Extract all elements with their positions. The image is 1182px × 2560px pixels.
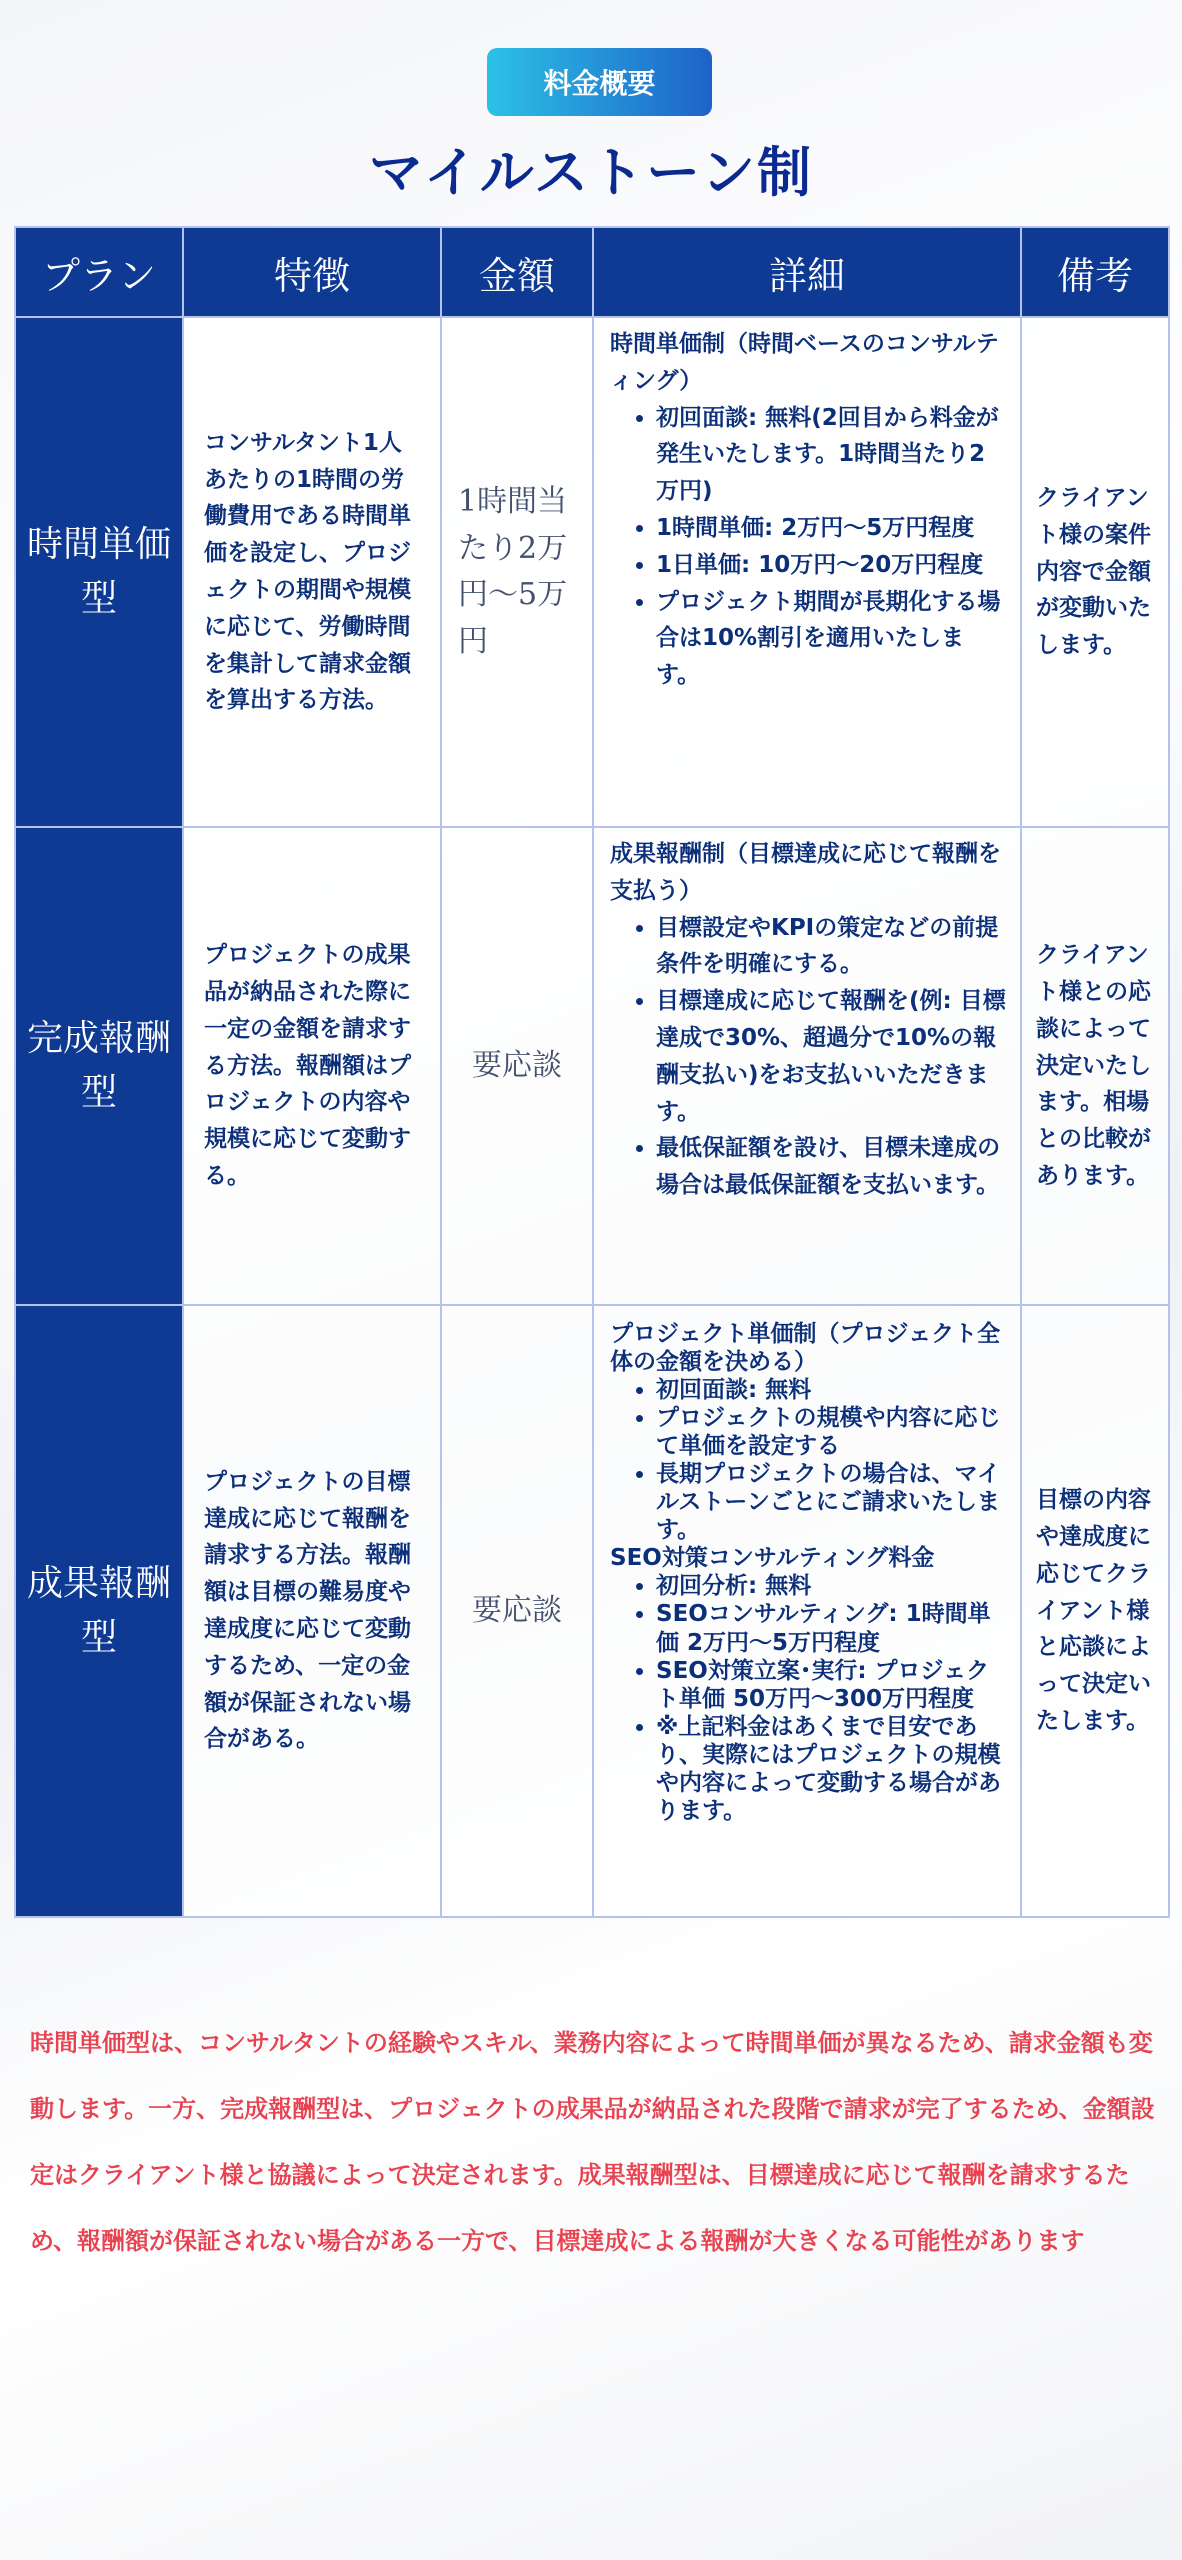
table-row <box>15 827 1169 1305</box>
detail-list <box>610 1376 1006 1544</box>
list-item: • プロジェクト期間が長期化する場合は10%割引を適用いたします。 <box>656 584 1006 694</box>
header-plan: プラン <box>15 227 183 317</box>
list-item: • 初回面談: 無料(2回目から料金が発生いたします。1時間当たり2万円) <box>656 400 1006 510</box>
plan-name: 時間単価型 <box>15 317 183 827</box>
plan-name: 成果報酬型 <box>15 1305 183 1917</box>
section-badge: 料金概要 <box>487 48 712 116</box>
table-row <box>15 1305 1169 1917</box>
plan-note: クライアント様との応談によって決定いたします。相場との比較があります。 <box>1021 827 1169 1305</box>
plan-amount: 要応談 <box>441 827 593 1305</box>
list-item: • 1時間単価: 2万円〜5万円程度 <box>656 510 1006 547</box>
list-item: • ※上記料金はあくまで目安であり、実際にはプロジェクトの規模や内容によって変動する場合があります。 <box>656 1713 1006 1825</box>
plan-feature: プロジェクトの成果品が納品された際に一定の金額を請求する方法。報酬額はプロジェクトの内容や規模に応じて変動する。 <box>183 827 441 1305</box>
plan-detail <box>593 1305 1021 1917</box>
table-row <box>15 317 1169 827</box>
plan-detail <box>593 317 1021 827</box>
detail-heading: SEO対策コンサルティング料金 <box>610 1545 935 1572</box>
pricing-table <box>14 226 1170 1918</box>
header-detail: 詳細 <box>593 227 1021 317</box>
plan-feature: コンサルタント1人あたりの1時間の労働費用である時間単価を設定し、プロジェクトの期間や規模に応じて、労働時間を集計して請求金額を算出する方法。 <box>183 317 441 827</box>
table-header-row <box>15 227 1169 317</box>
header-amount: 金額 <box>441 227 593 317</box>
plan-detail <box>593 827 1021 1305</box>
header-note: 備考 <box>1021 227 1169 317</box>
list-item: • 初回分析: 無料 <box>656 1572 1006 1600</box>
detail-heading: 成果報酬制（目標達成に応じて報酬を支払う） <box>610 841 1001 904</box>
plan-amount: 要応談 <box>441 1305 593 1917</box>
list-item: • SEOコンサルティング: 1時間単価 2万円〜5万円程度 <box>656 1600 1006 1656</box>
list-item: • 長期プロジェクトの場合は、マイルストーンごとにご請求いたします。 <box>656 1460 1006 1544</box>
list-item: • 最低保証額を設け、目標未達成の場合は最低保証額を支払います。 <box>656 1130 1006 1204</box>
list-item: • プロジェクトの規模や内容に応じて単価を設定する <box>656 1404 1006 1460</box>
list-item: • 初回面談: 無料 <box>656 1376 1006 1404</box>
detail-list <box>610 400 1006 694</box>
plan-feature: プロジェクトの目標達成に応じて報酬を請求する方法。報酬額は目標の難易度や達成度に応じて変動するため、一定の金額が保証されない場合がある。 <box>183 1305 441 1917</box>
detail-list <box>610 910 1006 1204</box>
plan-amount: 1時間当たり2万円〜5万円 <box>441 317 593 827</box>
list-item: • 目標達成に応じて報酬を(例: 目標達成で30%、超過分で10%の報酬支払い)をお支払いいただきます。 <box>656 983 1006 1130</box>
plan-note: クライアント様の案件内容で金額が変動いたします。 <box>1021 317 1169 827</box>
list-item: • 1日単価: 10万円〜20万円程度 <box>656 547 1006 584</box>
list-item: • SEO対策立案･実行: プロジェクト単価 50万円〜300万円程度 <box>656 1657 1006 1713</box>
detail-heading: プロジェクト単価制（プロジェクト全体の金額を決める） <box>610 1321 1001 1376</box>
header-feature: 特徴 <box>183 227 441 317</box>
plan-note: 目標の内容や達成度に応じてクライアント様と応談によって決定いたします。 <box>1021 1305 1169 1917</box>
page-title: マイルストーン制 <box>368 141 814 204</box>
plan-name: 完成報酬型 <box>15 827 183 1305</box>
summary-text: 時間単価型は、コンサルタントの経験やスキル、業務内容によって時間単価が異なるため、請求金額も変動します。一方、完成報酬型は、プロジェクトの成果品が納品された段階で請求が完了するため、金額設定はクライアント様と協議によって決定されます。成果報酬型は、目標達成に応じて報酬を請求するため、報酬額が保証されない場合がある一方で、目標達成による報酬が大きくなる可能性があります <box>30 2029 1155 2255</box>
detail-list <box>610 1572 1006 1824</box>
detail-heading: 時間単価制（時間ベースのコンサルティング） <box>610 331 999 394</box>
list-item: • 目標設定やKPIの策定などの前提条件を明確にする。 <box>656 910 1006 984</box>
